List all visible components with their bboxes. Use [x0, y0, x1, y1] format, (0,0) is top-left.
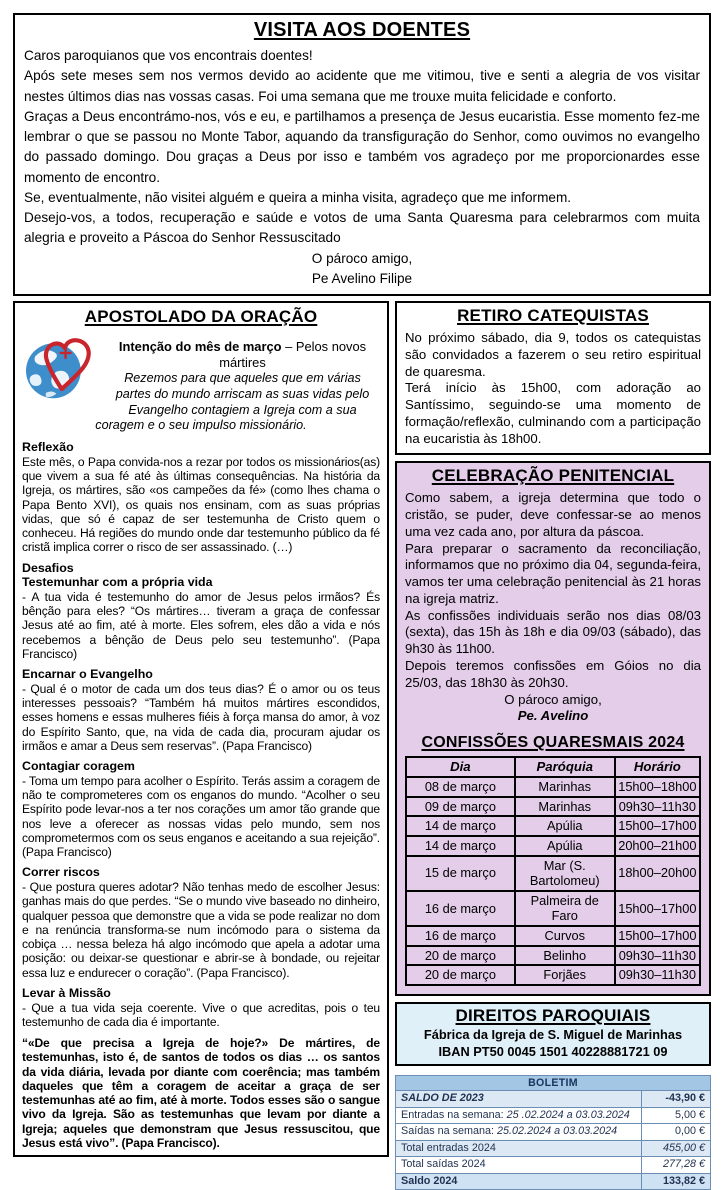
apostolado-subsection: [22, 865, 380, 979]
visita-signoff-line: O pároco amigo,: [311, 250, 413, 266]
subsection-body: - A tua vida é testemunho do amor de Jesus pelos irmãos? És bênção para eles? “Os mártires… tiveram a graça de confessar Jesus até ao fim, até à morte. Eles sofrem, eles dão a vida e nós recebemos a bênção de Deus pelo seu testemunho”. (Papa Francisco): [22, 589, 380, 661]
cell-dia: 08 de março: [406, 777, 515, 797]
two-column-layout: [13, 301, 711, 1190]
visita-section: [13, 13, 711, 296]
visita-paragraph: Se, eventualmente, não visitei alguém e queira a minha visita, agradeço que me informem.: [24, 189, 572, 205]
cell-horario: 15h00–17h00: [615, 891, 700, 926]
subsection-heading: Encarnar o Evangelho: [22, 667, 153, 682]
penitencial-paragraph: Como sabem, a igreja determina que todo o cristão, se puder, deve confessar-se ao menos uma vez cada ano, por altura da páscoa.: [405, 490, 701, 539]
apostolado-subsection: [22, 667, 380, 753]
table-row: [406, 891, 700, 926]
table-row: [406, 797, 700, 817]
cell-paroquia: Apúlia: [515, 816, 615, 836]
table-row: [406, 965, 700, 985]
cell-horario: 09h30–11h30: [615, 965, 700, 985]
cell-dia: 16 de março: [406, 891, 515, 926]
cell-horario: 15h00–17h00: [615, 816, 700, 836]
boletim-date: 25.02.2024 a 03.03.2024: [494, 1125, 618, 1138]
table-row: [406, 816, 700, 836]
cell-paroquia: Marinhas: [515, 777, 615, 797]
cell-paroquia: Forjães: [515, 965, 615, 985]
cell-dia: 14 de março: [406, 816, 515, 836]
table-row: [406, 777, 700, 797]
cell-paroquia: Apúlia: [515, 836, 615, 856]
column-header-horario: Horário: [615, 757, 700, 777]
intention-theme: – Pelos novos mártires: [219, 339, 367, 371]
table-row: [406, 926, 700, 946]
cell-dia: 20 de março: [406, 965, 515, 985]
visita-paragraph: Desejo-vos, a todos, recuperação e saúde e votos de uma Santa Quaresma para celebrarmos com muita alegria e proveito a Páscoa do Senhor Ressuscitado: [24, 210, 700, 246]
direitos-entity: Fábrica da Igreja de S. Miguel de Marinhas: [423, 1026, 683, 1042]
apostolado-subsection: [22, 440, 380, 554]
retiro-paragraph: No próximo sábado, dia 9, todos os catequistas são convidados a fazerem o seu retiro espiritual de quaresma.: [405, 330, 701, 379]
apostolado-title: APOSTOLADO DA ORAÇÃO: [84, 307, 318, 326]
boletim-value: 277,28 €: [641, 1157, 710, 1173]
boletim-label: Total entradas 2024: [401, 1141, 496, 1154]
globe-heart-icon: [22, 332, 100, 402]
subsection-body: - Qual é o motor de cada um dos teus dias? É o amor ou os teus interesses pessoais? “Também há muitos mártires escondidos, esses homens e essas mulheres fiéis à força mansa do amor, à voz do Espírito Santo, que, na vida de cada dia, procuram ajudar os irmãos e amar a Deus sem reservas”. (Papa Francisco): [22, 681, 380, 753]
subsection-heading: Desafios: [22, 560, 74, 575]
penitencial-paragraph: Depois teremos confissões em Góios no dia 25/03, das 18h30 às 20h30.: [405, 658, 701, 690]
subsection-heading: Reflexão: [22, 440, 74, 455]
cell-horario: 20h00–21h00: [615, 836, 700, 856]
boletim-header: BOLETIM: [396, 1076, 711, 1091]
subsection-body: Este mês, o Papa convida-nos a rezar por todos os missionários(as) que vivem a sua fé até às últimas consequências. Na história da Igreja, os mártires, são «os campeões da fé» (como lhes chama o Papa Bento XVI), os quais nos ensinam, com as suas próprias vidas, que só é capaz de ser testemunha de Cristo quem o conheceu. Há regiões do mundo onde dar testemunho público da fé cristã implica correr o risco de ser assassinado. (…): [22, 454, 380, 555]
boletim-value: 133,82 €: [641, 1173, 710, 1189]
right-column: [395, 301, 711, 1190]
direitos-section: [395, 1002, 711, 1066]
subsection-body: - Que a tua vida seja coerente. Vive o que acreditas, pois o teu testemunho de cada dia é importante.: [22, 1000, 380, 1029]
visita-signoff-name: Pe Avelino Filipe: [311, 270, 413, 286]
subsection-heading: Testemunhar com a própria vida: [22, 575, 213, 590]
column-header-dia: Dia: [406, 757, 515, 777]
cell-horario: 15h00–17h00: [615, 926, 700, 946]
subsection-heading: Correr riscos: [22, 865, 100, 880]
retiro-section: [395, 301, 711, 455]
table-row: [396, 1124, 711, 1140]
cell-paroquia: Belinho: [515, 946, 615, 966]
table-row: [396, 1173, 711, 1189]
retiro-paragraph: Terá início às 15h00, com adoração ao Santíssimo, seguindo-se uma momento de formação/reflexão, culminando com a participação na eucaristia às 18h00.: [405, 380, 701, 446]
apostolado-subsection: [22, 986, 380, 1029]
cell-paroquia: Palmeira de Faro: [515, 891, 615, 926]
apostolado-subsection: [22, 759, 380, 859]
table-row: [396, 1140, 711, 1156]
penitencial-signoff-name: Pe. Avelino: [517, 708, 589, 724]
cell-horario: 18h00–20h00: [615, 856, 700, 891]
subsection-heading: Levar à Missão: [22, 985, 111, 1000]
penitencial-signoff-line: O pároco amigo,: [504, 691, 602, 707]
intention-label: Intenção do mês de março: [118, 339, 282, 354]
boletim-label: Total saídas 2024: [401, 1158, 486, 1171]
intention-prayer: Rezemos para que aqueles que em várias partes do mundo arriscam as suas vidas pelo Evangelho contagiem a Igreja com a sua coragem e o seu impulso missionário.: [95, 371, 370, 433]
table-row: [396, 1107, 711, 1123]
confissoes-title: CONFISSÕES QUARESMAIS 2024: [421, 734, 685, 752]
table-row: [406, 856, 700, 891]
boletim-table: [395, 1075, 711, 1190]
apostolado-section: [13, 301, 389, 1157]
direitos-iban: IBAN PT50 0045 1501 40228881721 09: [438, 1043, 668, 1059]
penitencial-paragraph: Para preparar o sacramento da reconciliação, informamos que no próximo dia 04, segunda-feira, vamos ter uma celebração penitencial às 21 horas na igreja matriz.: [405, 540, 701, 606]
boletim-value: 455,00 €: [641, 1140, 710, 1156]
direitos-title: DIREITOS PAROQUIAIS: [455, 1005, 651, 1025]
cell-dia: 09 de março: [406, 797, 515, 817]
subsection-heading: Contagiar coragem: [22, 759, 135, 774]
cell-horario: 15h00–18h00: [615, 777, 700, 797]
cell-dia: 20 de março: [406, 946, 515, 966]
boletim-label: Saldo 2024: [401, 1174, 458, 1187]
cell-horario: 09h30–11h30: [615, 797, 700, 817]
boletim-value: 5,00 €: [641, 1107, 710, 1123]
boletim-value: -43,90 €: [641, 1091, 710, 1107]
visita-paragraph: Após sete meses sem nos vermos devido ao acidente que me vitimou, tive e senti a alegria de vos visitar nestes últimos dias nas vossas casas. Foi uma semana que me trouxe muita felicidade e conforto.: [24, 68, 700, 104]
visita-title: VISITA AOS DOENTES: [253, 19, 471, 41]
boletim-header-row: [396, 1076, 711, 1091]
apostolado-subsection: [22, 561, 380, 662]
apostolado-final-quote: “«De que precisa a Igreja de hoje?» De mártires, de testemunhas, isto é, de santos de todos os dias … os santos da vida diária, levada por diante com coerência; mas também daqueles que têm a coragem de aceitar a graça de ser testemunhas até ao fim, até à morte. Todos esses são o sangue vivo da Igreja. São as testemunhas que levam por diante a Igreja; aqueles que demonstram que Jesus ressuscitou, que Jesus está vivo”. (Papa Francisco).: [22, 1036, 380, 1150]
cell-horario: 09h30–11h30: [615, 946, 700, 966]
retiro-title: RETIRO CATEQUISTAS: [457, 306, 649, 325]
table-row: [396, 1157, 711, 1173]
boletim-value: 0,00 €: [641, 1124, 710, 1140]
cell-dia: 15 de março: [406, 856, 515, 891]
table-row: [396, 1091, 711, 1107]
penitencial-paragraph: As confissões individuais serão nos dias 08/03 (sexta), das 15h às 18h e dia 09/03 (sábado), das 9h30 às 11h00.: [405, 607, 701, 657]
cell-dia: 16 de março: [406, 926, 515, 946]
penitencial-title: CELEBRAÇÃO PENITENCIAL: [431, 466, 675, 486]
confissoes-table: [405, 756, 701, 986]
apostolado-intro: [22, 331, 380, 434]
table-row: [406, 946, 700, 966]
cell-paroquia: Mar (S. Bartolomeu): [515, 856, 615, 891]
boletim-label: SALDO DE 2023: [401, 1092, 484, 1105]
boletim-date: 25 .02.2024 a 03.03.2024: [503, 1108, 630, 1121]
boletim-label: Entradas na semana:: [401, 1108, 504, 1121]
visita-paragraph: Caros paroquianos que vos encontrais doentes!: [24, 48, 313, 63]
cell-paroquia: Curvos: [515, 926, 615, 946]
cell-dia: 14 de março: [406, 836, 515, 856]
confissoes-header-row: [406, 757, 700, 777]
column-header-paroquia: Paróquia: [515, 757, 615, 777]
penitencial-section: [395, 461, 711, 996]
subsection-body: - Que postura queres adotar? Não tenhas medo de escolher Jesus: ganhas mais do que perdes. “Se o mundo vive baseado no dinheiro, qualquer pessoa que demonstre que a vida se pode realizar no dom e na renúncia transforma-se num incómodo para o sistema da cobiça … nessa beleza há algo incómodo que apela a adotar uma posição: ou deixar-se questionar e abrir-se à bondade, ou rejeitar essa luz e endurecer o coração”. (Papa Francisco).: [22, 880, 380, 980]
boletim-label: Saídas na semana:: [401, 1125, 495, 1138]
cell-paroquia: Marinhas: [515, 797, 615, 817]
visita-body: [24, 46, 700, 289]
subsection-body: - Toma um tempo para acolher o Espírito. Terás assim a coragem de não te comprometeres com os enganos do mundo. “Acolher o seu Espírito pode levar-nos a ter nos corações um amor tão grande que nos leve a oferecer as nossas vidas pelo mundo, sem nos comprometermos com os seus enganos e aceitando a sua rejeição”. (Papa Francisco): [22, 773, 380, 860]
table-row: [406, 836, 700, 856]
visita-paragraph: Graças a Deus encontrámo-nos, vós e eu, e partilhamos a presença de Jesus eucaristia. Esse momento fez-me lembrar o que se passou no Monte Tabor, aquando da transfiguração do Senhor, como ouvimos no evangelho do passado domingo. Dou graças a Deus por isso e também vos agradeço por me proporcionardes esse momento de encontro.: [24, 108, 700, 185]
